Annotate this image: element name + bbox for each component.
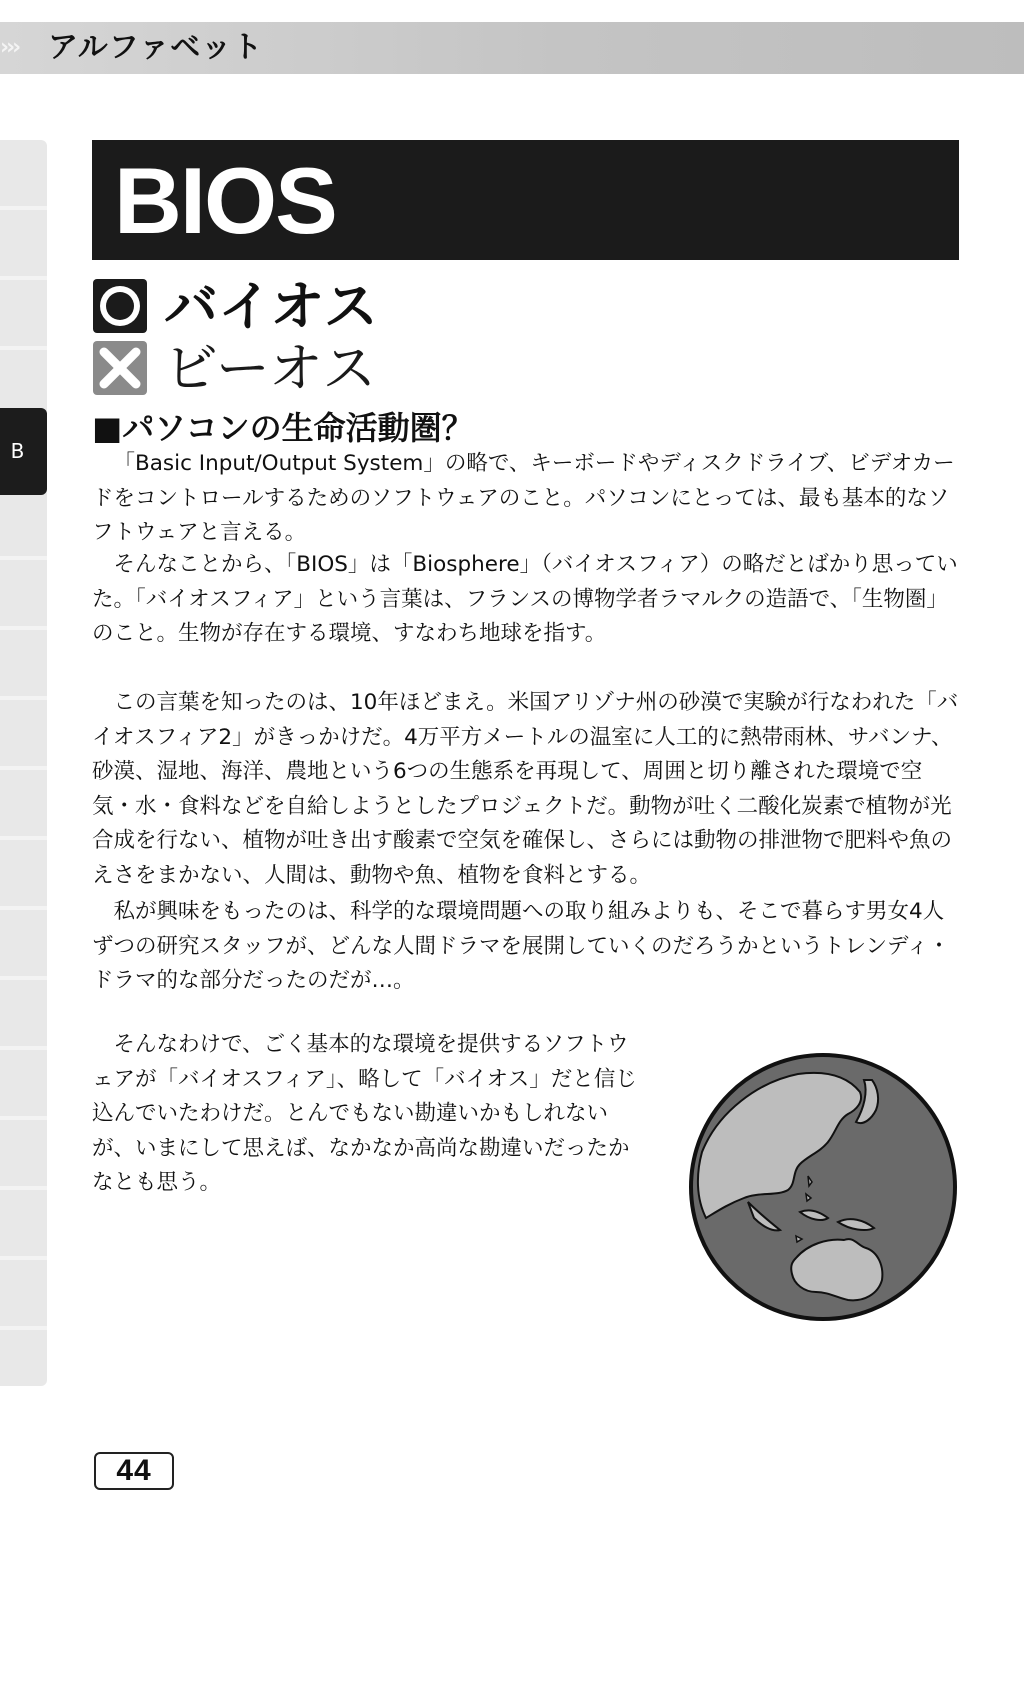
body-paragraph: 私が興味をもったのは、科学的な環境問題への取り組みよりも、そこで暮らす男女4人ずつの研究スタッフが、どんな人間ドラマを展開していくのだろうかというトレンディ・ドラマ的な部分だったのだが…。 [92,899,950,993]
side-tab-b[interactable]: B [0,408,47,495]
body-paragraph: そんなわけで、ごく基本的な環境を提供するソフトウェアが「バイオスフィア」、略して「バイオス」だと信じ込んでいたわけだ。とんでもない勘違いかもしれないが、いまにして思えば、なかなか高尚な勘違いだったかなとも思う。 [92,1032,637,1195]
body-paragraph: そんなことから、「BIOS」は「Biosphere」（バイオスフィア）の略だとばかり思っていた。「バイオスフィア」という言葉は、フランスの博物学者ラマルクの造語で、「生物圏」のこと。生物が存在する環境、すなわち地球を指す。 [92,552,958,646]
section-header [0,22,1024,74]
page-number: 44 [94,1452,174,1490]
globe-icon [688,1052,958,1322]
wrong-reading-text: ビーオス [164,337,377,400]
side-index-tabs [0,140,47,1685]
cross-mark-icon [92,340,148,396]
term-title-bar [92,140,959,260]
subheading: ■パソコンの生命活動圏？ [92,409,474,447]
chevrons-icon: ››› [0,35,19,60]
term-title: BIOS [114,148,336,253]
body-paragraph: この言葉を知ったのは、10年ほどまえ。米国アリゾナ州の砂漠で実験が行なわれた「バイオスフィア2」がきっかけだ。4万平方メートルの温室に人工的に熱帯雨林、サバンナ、砂漠、湿地、海洋、農地という6つの生態系を再現して、周囲と切り離された環境で空気・水・食料などを自給しようとしたプロジェクトだ。動物が吐く二酸化炭素で植物が光合成を行ない、植物が吐き出す酸素で空気を確保し、さらには動物の排泄物で肥料や魚のえさをまかない、人間は、動物や魚、植物を食料とする。 [92,690,959,888]
correct-reading-text: バイオス [164,275,378,338]
body-paragraph: 「Basic Input/Output System」の略で、キーボードやディスクドライブ、ビデオカードをコントロールするためのソフトウェアのこと。パソコンにとっては、最も基本的なソフトウェアと言える。 [92,451,955,545]
side-tab-strip [0,140,47,1386]
section-title: アルファベット [48,30,264,65]
circle-mark-icon [92,278,148,334]
